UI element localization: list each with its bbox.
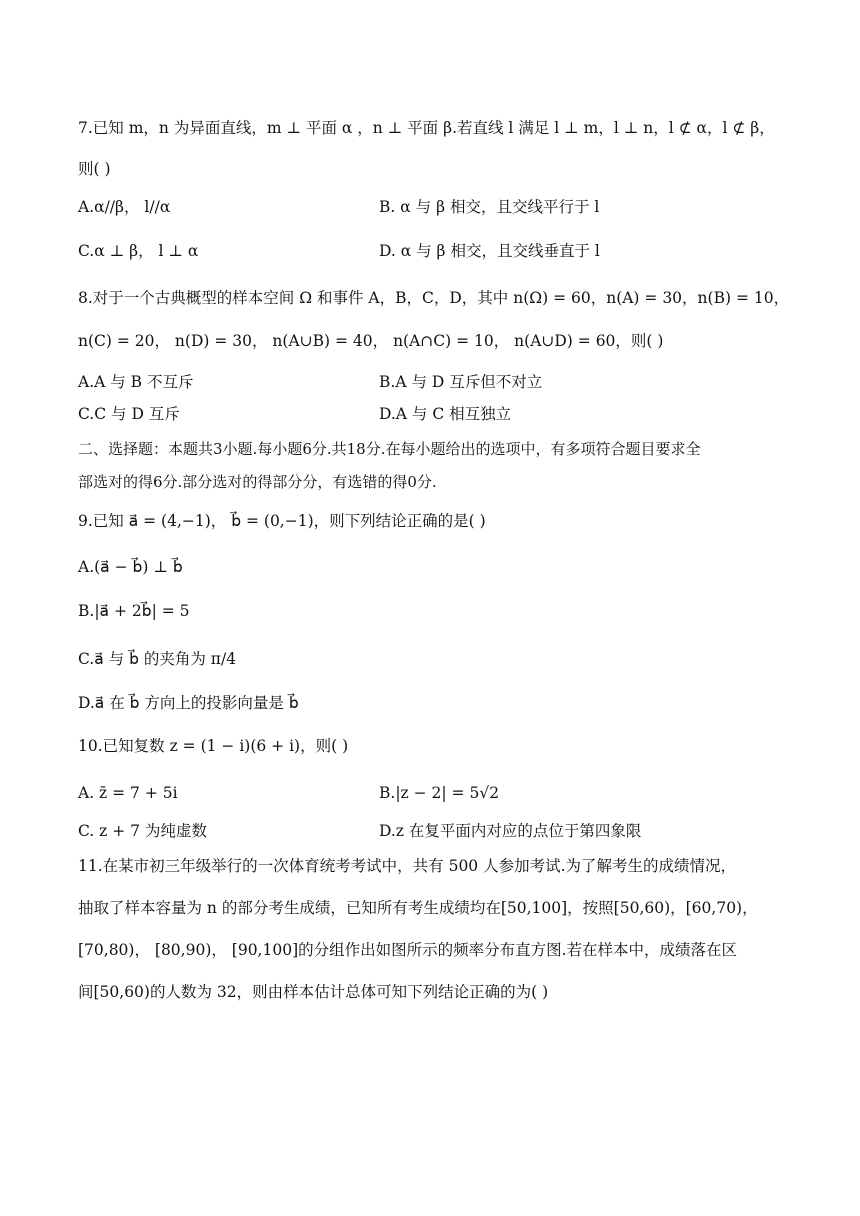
section2-heading-line2: 部选对的得6分.部分选对的得部分分，有选错的得0分. (78, 473, 437, 491)
q10-stem: 10.已知复数 z = (1 − i)(6 + i)，则( ) (78, 737, 349, 755)
q7-option-a: A.α//β， l//α (78, 198, 171, 216)
q11-stem-line1: 11.在某市初三年级举行的一次体育统考考试中，共有 500 人参加考试.为了解考生的成绩情况， (78, 857, 737, 875)
q11-stem-line4: 间[50,60)的人数为 32，则由样本估计总体可知下列结论正确的为( ) (78, 983, 549, 1001)
q10-option-d: D.z 在复平面内对应的点位于第四象限 (379, 822, 642, 840)
q9-option-c: C.a⃗ 与 b⃗ 的夹角为 π/4 (78, 650, 237, 668)
q7-option-d: D. α 与 β 相交，且交线垂直于 l (379, 242, 600, 260)
q9-stem: 9.已知 a⃗ = (4,−1)， b⃗ = (0,−1)，则下列结论正确的是( ) (78, 512, 486, 530)
q7-stem-line1: 7.已知 m，n 为异面直线，m ⊥ 平面 α ，n ⊥ 平面 β.若直线 l 满足 l ⊥ m，l ⊥ n，l ⊄ α，l ⊄ β， (78, 119, 775, 137)
section2-heading-line1: 二、选择题：本题共3小题.每小题6分.共18分.在每小题给出的选项中，有多项符合题目要求全 (78, 440, 701, 458)
q8-option-c: C.C 与 D 互斥 (78, 405, 180, 423)
q9-option-d: D.a⃗ 在 b⃗ 方向上的投影向量是 b⃗ (78, 694, 299, 712)
q8-stem-line2: n(C) = 20， n(D) = 30， n(A∪B) = 40， n(A∩C) = 10， n(A∪D) = 60，则( ) (78, 332, 664, 350)
q7-option-b: B. α 与 β 相交，且交线平行于 l (379, 198, 600, 216)
q8-option-a: A.A 与 B 不互斥 (78, 373, 194, 391)
q9-option-b: B.|a⃗ + 2b⃗| = 5 (78, 602, 190, 620)
q8-option-b: B.A 与 D 互斥但不对立 (379, 373, 543, 391)
q10-option-a: A. z̄ = 7 + 5i (78, 784, 178, 802)
q10-option-b: B.|z − 2| = 5√2 (379, 784, 500, 802)
q8-option-d: D.A 与 C 相互独立 (379, 405, 512, 423)
q8-stem-line1: 8.对于一个古典概型的样本空间 Ω 和事件 A，B，C，D，其中 n(Ω) = 60，n(A) = 30，n(B) = 10， (78, 289, 790, 307)
q7-stem-line2: 则( ) (78, 160, 111, 178)
q9-option-a: A.(a⃗ − b⃗) ⊥ b⃗ (78, 558, 183, 576)
q11-stem-line2: 抽取了样本容量为 n 的部分考生成绩，已知所有考生成绩均在[50,100]，按照[50,60)，[60,70)， (78, 899, 758, 917)
q10-option-c: C. z + 7 为纯虚数 (78, 822, 207, 840)
q11-stem-line3: [70,80)， [80,90)， [90,100]的分组作出如图所示的频率分布直方图.若在样本中，成绩落在区 (78, 941, 738, 959)
q7-option-c: C.α ⊥ β， l ⊥ α (78, 242, 199, 260)
